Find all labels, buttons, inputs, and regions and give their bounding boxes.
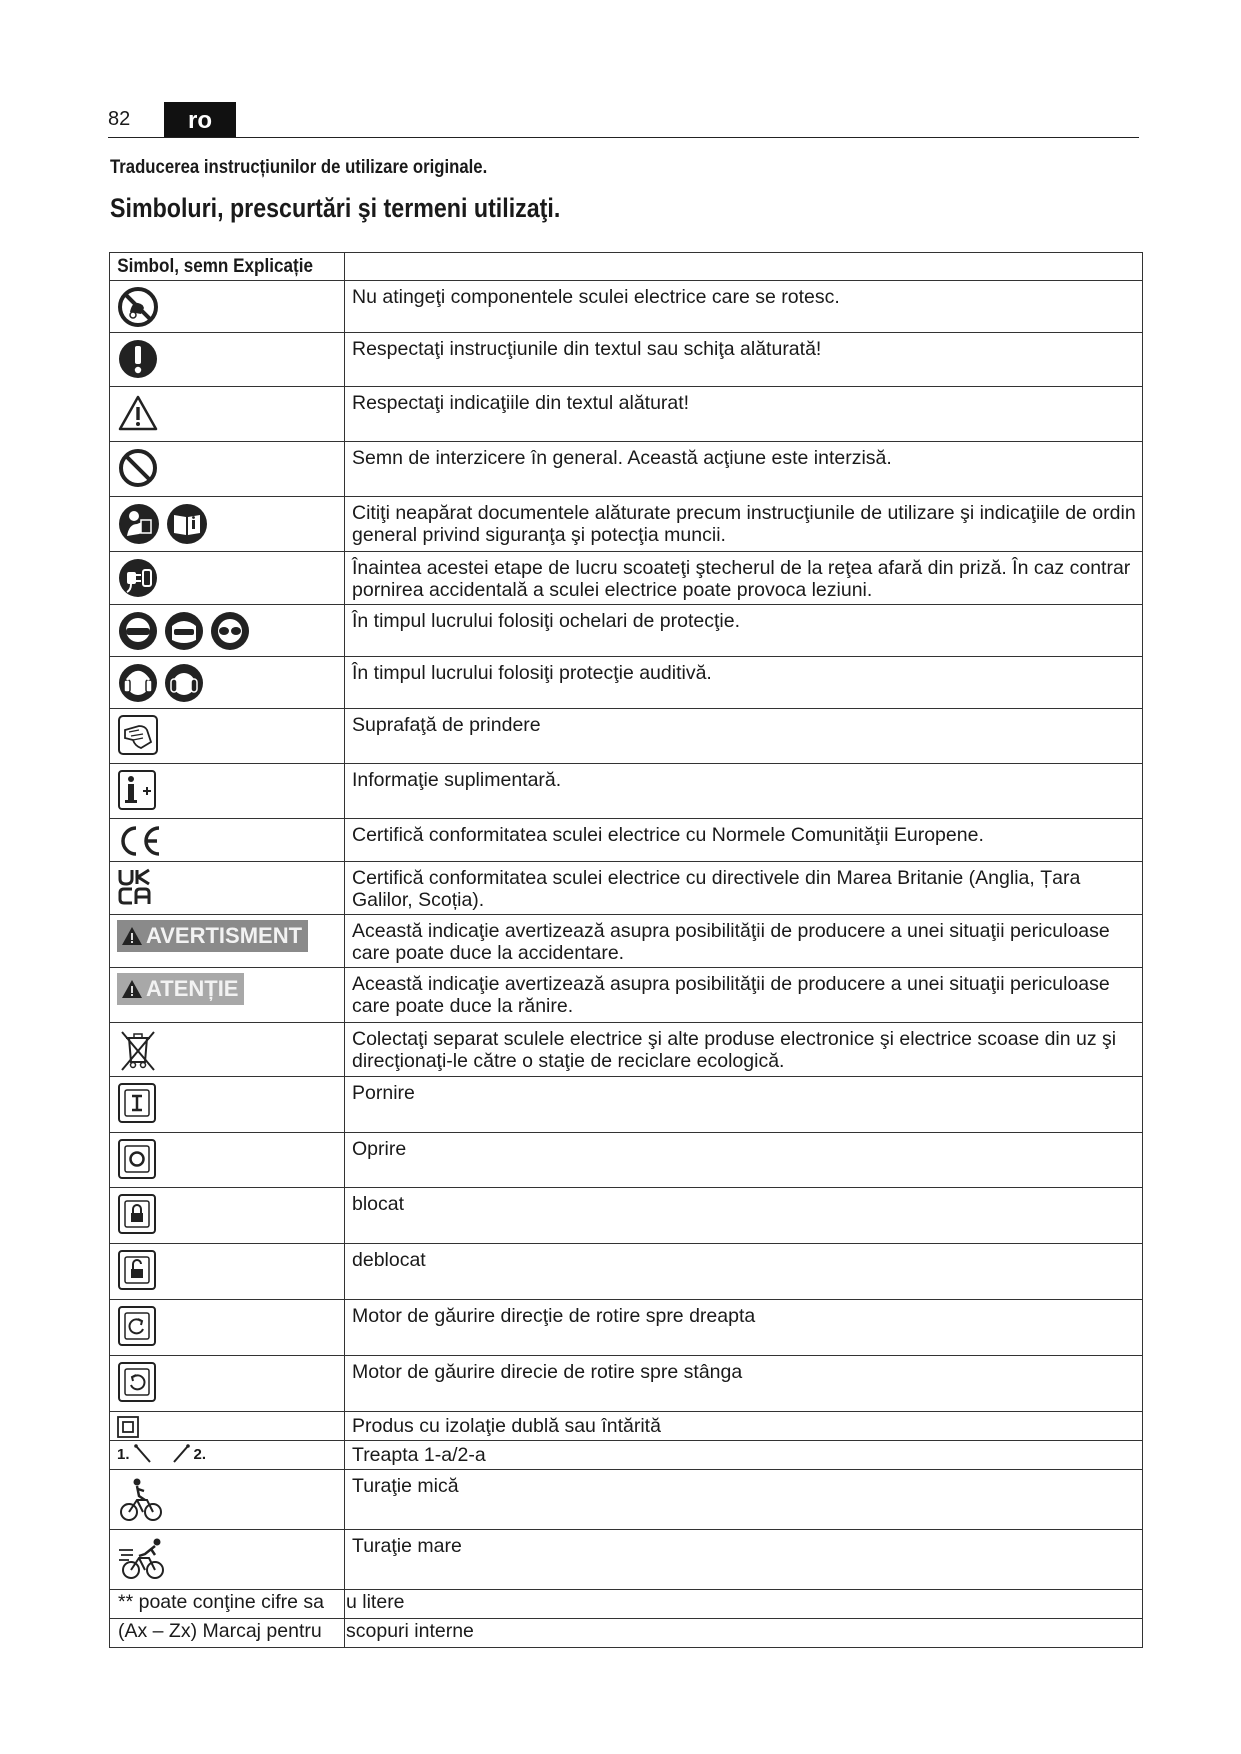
info-icon	[117, 769, 157, 811]
unlocked-icon	[117, 1249, 157, 1291]
row-text: Suprafaţă de prindere	[352, 714, 541, 736]
page-header	[108, 100, 1139, 138]
table-row	[110, 1530, 1143, 1590]
row-text: Motor de găurire direcţie de rotire spre dreapta	[352, 1305, 756, 1327]
table-row	[110, 1244, 1143, 1300]
power-off-icon	[117, 1138, 157, 1180]
rotate-left-icon	[117, 1361, 157, 1403]
footnote-right: u litere	[346, 1591, 405, 1613]
row-text: Nu atingeţi componentele sculei electrice care se rotesc.	[352, 286, 840, 308]
row-text: Această indicaţie avertizează asupra posibilităţii de producere a unei situaţii periculoase care poate duce la rănire.	[352, 973, 1110, 1017]
table-row	[110, 1300, 1143, 1356]
no-touch-rotating-icon	[117, 286, 159, 328]
row-text: Treapta 1-a/2-a	[352, 1444, 486, 1466]
footnote-row	[110, 1619, 1143, 1648]
row-text: Turaţie mare	[352, 1535, 462, 1557]
hearing-protection-icon	[117, 662, 159, 704]
row-text: În timpul lucrului folosiţi ochelari de protecţie.	[352, 610, 741, 632]
table-row	[110, 1188, 1143, 1244]
row-text: Motor de găurire direcie de rotire spre stânga	[352, 1361, 743, 1383]
safety-goggles-icon	[209, 610, 251, 652]
table-row	[110, 1077, 1143, 1133]
warning-triangle-icon	[121, 979, 143, 999]
row-text: Această indicaţie avertizează asupra posibilităţii de producere a unei situaţii periculoase care poate duce la accidentare.	[352, 920, 1110, 964]
table-header-row	[110, 253, 1143, 281]
row-text: Pornire	[352, 1082, 415, 1104]
footnote-right: scopuri interne	[346, 1620, 474, 1642]
table-row	[110, 862, 1143, 915]
row-text: deblocat	[352, 1249, 426, 1271]
table-row	[110, 387, 1143, 442]
table-row	[110, 968, 1143, 1023]
face-shield-icon	[163, 610, 205, 652]
power-on-icon	[117, 1082, 157, 1124]
row-text: Semn de interzicere în general. Această acţiune este interzisă.	[352, 447, 892, 469]
table-row	[110, 657, 1143, 709]
table-row	[110, 281, 1143, 333]
warning-triangle-icon	[121, 926, 143, 946]
read-manual-icon	[117, 502, 161, 546]
rotate-right-icon	[117, 1305, 157, 1347]
footnote-row	[110, 1590, 1143, 1619]
warning-triangle-icon	[117, 392, 159, 434]
mandatory-exclamation-icon	[117, 338, 159, 380]
unplug-icon	[117, 557, 159, 599]
table-row	[110, 333, 1143, 387]
grip-surface-icon	[117, 714, 159, 756]
table-row	[110, 442, 1143, 497]
locked-icon	[117, 1193, 157, 1235]
row-text: blocat	[352, 1193, 405, 1215]
row-text: Certifică conformitatea sculei electrice cu directivele din Marea Britanie (Anglia, Țara Galilor, Scoția).	[352, 867, 1081, 911]
row-text: Produs cu izolaţie dublă sau întărită	[352, 1415, 661, 1437]
table-row	[110, 1356, 1143, 1412]
page-title: Simboluri, prescurtări şi termeni utilizaţi.	[110, 193, 561, 223]
manual-book-icon	[165, 502, 209, 546]
row-text: Certifică conformitatea sculei electrice cu Normele Comunităţii Europene.	[352, 824, 984, 846]
footnote-left: (Ax – Zx) Marcaj pentru	[118, 1620, 322, 1642]
table-row	[110, 1133, 1143, 1188]
table-row	[110, 1023, 1143, 1077]
step-two-label: 2.	[193, 1445, 207, 1463]
symbols-table	[109, 252, 1143, 1648]
language-badge: ro	[164, 102, 236, 137]
table-row	[110, 709, 1143, 764]
low-speed-icon	[117, 1476, 165, 1524]
row-text: Înaintea acestei etape de lucru scoateţi ştecherul de la reţea afară din priză. În caz contrar pornirea accidentală a sculei electrice poate provoca leziuni.	[352, 557, 1131, 601]
double-insulation-icon	[117, 1416, 139, 1438]
subtitle: Traducerea instrucțiunilor de utilizare originale.	[110, 157, 488, 178]
row-text: Citiţi neapărat documentele alăturate precum instrucţiunile de utilizare şi indicaţiile de ordin general privind siguranţa şi potecţia muncii.	[352, 502, 1136, 546]
step-two-lever-icon	[168, 1444, 192, 1464]
table-row	[110, 819, 1143, 862]
atentie-label	[117, 973, 244, 1005]
table-row	[110, 1470, 1143, 1530]
table-row	[110, 552, 1143, 605]
atentie-text: ATENȚIE	[146, 976, 239, 1001]
row-text: Respectaţi indicaţiile din textul alăturat!	[352, 392, 690, 414]
row-text: Colectaţi separat sculele electrice şi alte produse electronice şi electrice scoase din uz şi direcţionaţi-le către o staţie de reciclare ecologică.	[352, 1028, 1117, 1072]
row-text: Respectaţi instrucţiunile din textul sau schiţa alăturată!	[352, 338, 822, 360]
step-one-lever-icon	[132, 1444, 156, 1464]
high-speed-icon	[117, 1536, 169, 1582]
table-row	[110, 764, 1143, 819]
table-row	[110, 915, 1143, 968]
ukca-mark-icon	[117, 867, 153, 907]
prohibition-icon	[117, 447, 159, 489]
row-text: Informaţie suplimentară.	[352, 769, 562, 791]
page-number: 82	[108, 108, 131, 130]
table-row	[110, 1412, 1143, 1441]
avertisment-text: AVERTISMENT	[146, 923, 303, 948]
table-row	[110, 1441, 1143, 1470]
footnote-left: ** poate conţine cifre sa	[118, 1591, 324, 1613]
ear-muffs-icon	[163, 662, 205, 704]
ce-mark-icon	[117, 824, 163, 858]
table-row	[110, 605, 1143, 657]
row-text: În timpul lucrului folosiţi protecţie auditivă.	[352, 662, 712, 684]
table-row	[110, 497, 1143, 552]
eye-protection-icon	[117, 610, 159, 652]
step-one-label: 1.	[117, 1445, 130, 1463]
weee-bin-icon	[117, 1028, 159, 1072]
row-text: Oprire	[352, 1138, 407, 1160]
table-header: Simbol, semn Explicație	[117, 256, 313, 277]
avertisment-label	[117, 920, 308, 952]
row-text: Turaţie mică	[352, 1475, 459, 1497]
